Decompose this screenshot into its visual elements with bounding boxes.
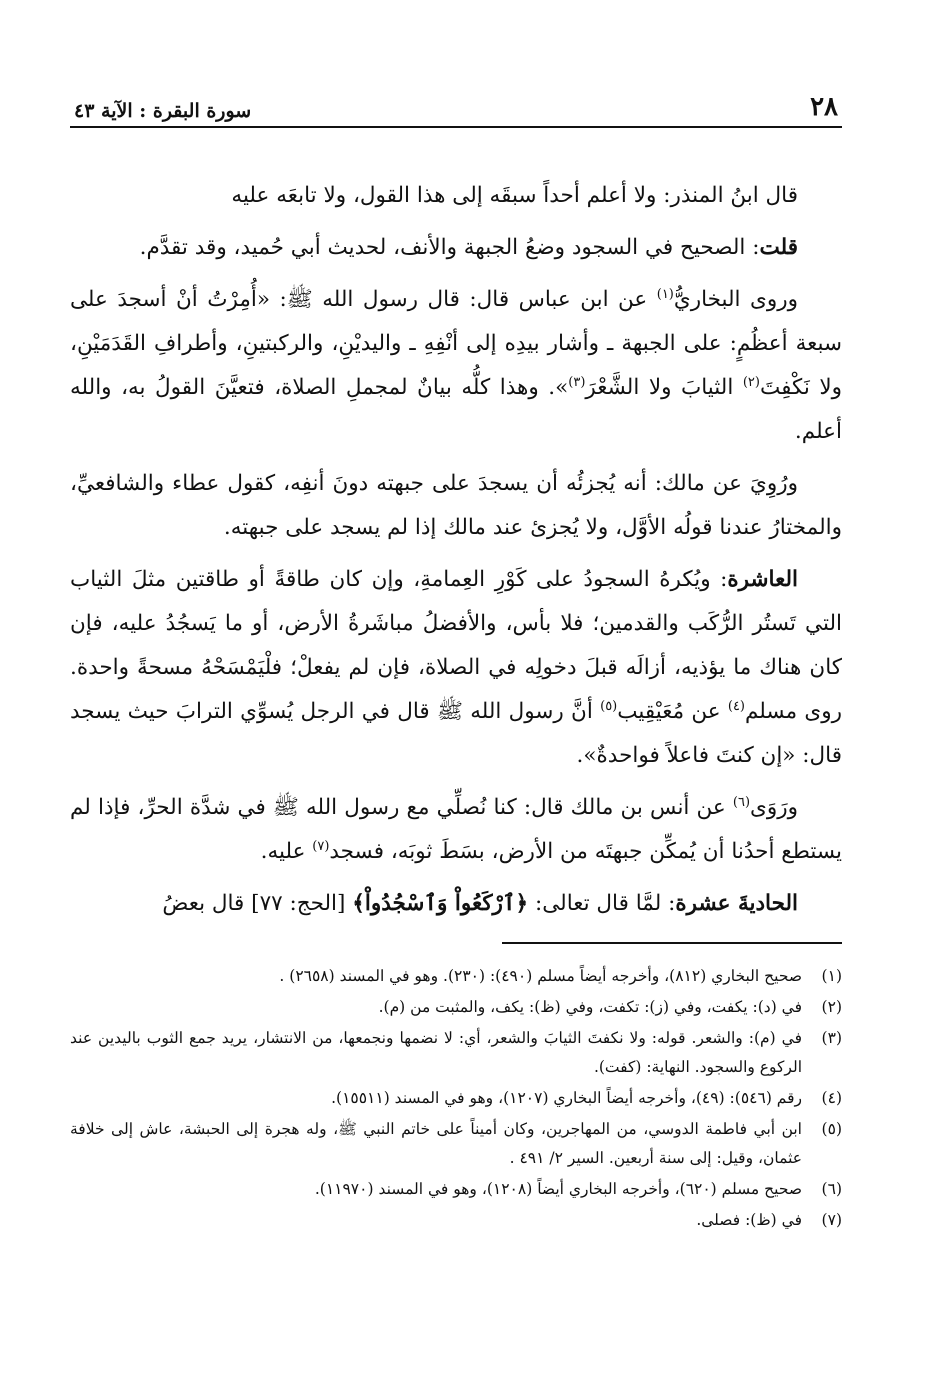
paragraph-text: وروى البخاريُّ (673, 287, 798, 312)
footnote-item (70, 1115, 842, 1173)
footnote-number: (٧) (821, 1211, 842, 1229)
paragraph-text: : لمَّا قال تعالى: (528, 891, 676, 916)
footnote-text: في (د): يكفت، وفي (ز): تكفت، وفي (ظ): يكف، والمثبت من (م). (378, 998, 802, 1016)
paragraph-1 (70, 174, 842, 218)
paragraph-text: قال ابنُ المنذر: ولا أعلم أحداً سبقَه إلى هذا القول، ولا تابعَه عليه (231, 183, 798, 208)
quran-verse: ﴿ٱرْكَعُواْ وَٱسْجُدُواْ﴾ (352, 891, 529, 916)
paragraph-text: [الحج: ٧٧] قال بعضُ (162, 891, 353, 916)
footnotes (70, 962, 842, 1235)
footnote-ref[interactable]: (٦) (732, 794, 751, 810)
paragraph-5 (70, 558, 842, 778)
footnote-ref[interactable]: (٤) (727, 698, 745, 714)
paragraph-6 (70, 786, 842, 874)
running-title: سورة البقرة : الآية ٤٣ (74, 100, 252, 122)
footnote-item (70, 1175, 842, 1204)
footnote-item (70, 1206, 842, 1235)
paragraph-text: : الصحيح في السجود وضعُ الجبهة والأنف، لحديث أبي حُميد، وقد تقدَّم. (139, 235, 760, 260)
paragraph-lead: قلت (759, 235, 798, 260)
page-header (70, 88, 842, 128)
footnote-text: صحيح البخاري (٨١٢)، وأخرجه أيضاً مسلم (٤٩٠): (٢٣٠). وهو في المسند (٢٦٥٨) . (279, 967, 802, 985)
footnote-number: (٦) (821, 1180, 842, 1198)
paragraph-text: عن مُعَيْقِيب (617, 699, 728, 724)
footnote-ref[interactable]: (٧) (312, 838, 330, 854)
paragraph-7 (70, 882, 842, 926)
footnote-text: ابن أبي فاطمة الدوسي، من المهاجرين، وكان أميناً على خاتم النبي ﷺ، وله هجرة إلى الحبشة، عاش إلى خلافة عثمان، وقيل: إلى سنة أربعين. السير ٢/ ٤٩١ . (70, 1120, 802, 1167)
paragraph-text: ». وهذا كلُّه بيانٌ لمجملِ الصلاة، فتعيَّنَ القولُ به، والله أعلم. (70, 375, 842, 444)
paragraph-text: ورُوِيَ عن مالك: أنه يُجزئُه أن يسجدَ على جبهته دونَ أنفِه، كقول عطاء والشافعيِّ، والمختارُ عندنا قولُه الأوَّل، ولا يُجزئ عند مالك إذا لم يسجد على جبهته. (70, 471, 842, 540)
paragraph-text: عن ابن عباس قال: قال رسول الله ﷺ: «أُمِرْتُ أنْ أسجدَ على سبعة أعظُمٍ: على الجبهة ـ وأشار بيدِه إلى أنْفِهِ ـ واليديْنِ، والركبتينِ، وأطرافِ القَدَمَيْنِ، ولا نَكْفِتَ (70, 287, 842, 400)
paragraph-text: عن أنس بن مالك قال: كنا نُصلِّي مع رسول الله ﷺ في شدَّة الحرِّ، فإذا لم يستطع أحدُنا أن يُمكِّن جبهتَه من الأرض، بسَطَ ثوبَه، فسجد (70, 795, 842, 864)
footnote-number: (٤) (821, 1089, 842, 1107)
paragraph-4 (70, 462, 842, 550)
footnote-number: (١) (821, 967, 842, 985)
footnote-number: (٢) (821, 998, 842, 1016)
paragraph-lead: العاشرة (727, 567, 798, 592)
footnote-number: (٥) (821, 1120, 842, 1138)
paragraph-text: : ويُكرهُ السجودُ على كَوْرِ العِمامةِ، وإن كان طاقةً أو طاقتين مثلَ الثياب التي تَستُر الرُّكَب والقدمين؛ فلا بأس، والأفضلُ مباشَرةُ الأرض، أو ما يَسجُدُ عليه، فإن كان هناك ما يؤذيه، أزالَه قبلَ دخولِه في الصلاة، فإن لم يفعلْ؛ فلْيَمْسَحْهُ مسحةً واحدة. روى مسلم (70, 567, 842, 724)
page-number: ٢٨ (810, 92, 838, 122)
footnote-item (70, 962, 842, 991)
main-text (70, 174, 842, 926)
paragraph-text: أنَّ رسول الله ﷺ قال في الرجل يُسوِّي الترابَ حيث يسجد قال: «إن كنتَ فاعلاً فواحدةٌ». (70, 699, 842, 768)
footnote-item (70, 993, 842, 1022)
paragraph-3 (70, 278, 842, 454)
footnote-text: في (م): والشعر. قوله: ولا نكفتَ الثيابَ والشعر، أي: لا نضمها ونجمعها، من الانتشار، يريد جمع الثوب باليدين عند الركوع والسجود. النهاية: (كفت). (70, 1029, 802, 1076)
paragraph-lead: الحاديةَ عشرة (675, 891, 798, 916)
footnote-item (70, 1024, 842, 1082)
footnote-ref[interactable]: (١) (656, 286, 674, 302)
footnote-ref[interactable]: (٣) (568, 374, 586, 390)
paragraph-text: عليه. (260, 839, 313, 864)
footnote-text: في (ظ): فصلى. (696, 1211, 802, 1229)
footnote-item (70, 1084, 842, 1113)
paragraph-text: ورَوَى (750, 795, 798, 820)
footnote-divider (502, 942, 842, 944)
paragraph-text: الثيابَ ولا الشَّعْرَ (585, 375, 743, 400)
paragraph-2 (70, 226, 842, 270)
footnote-text: رقم (٥٤٦): (٤٩)، وأخرجه أيضاً البخاري (١٢٠٧)، وهو في المسند (١٥٥١١). (331, 1089, 802, 1107)
footnote-number: (٣) (821, 1029, 842, 1047)
footnote-text: صحيح مسلم (٦٢٠)، وأخرجه البخاري أيضاً (١٢٠٨)، وهو في المسند (١١٩٧٠). (314, 1180, 802, 1198)
footnote-ref[interactable]: (٥) (600, 698, 618, 714)
footnote-ref[interactable]: (٢) (742, 374, 760, 390)
